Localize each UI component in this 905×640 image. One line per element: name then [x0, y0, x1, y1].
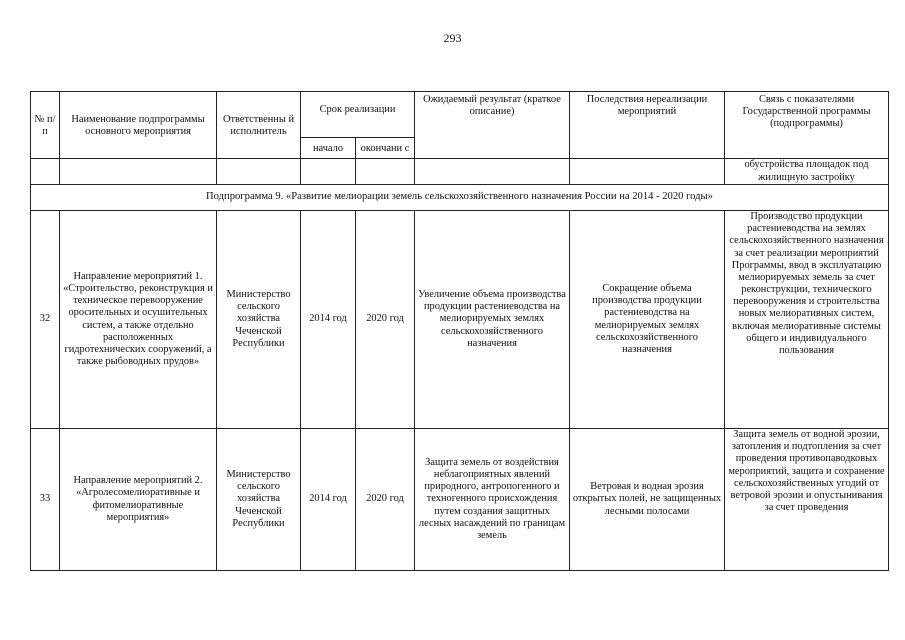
carry-cell-empty: [570, 159, 725, 185]
col-header-term: Срок реализации: [301, 92, 415, 138]
row-result: Увеличение объема производства продукции растениеводства на мелиорируемых землях сельскохозяйственного назначения: [415, 211, 570, 429]
carry-cell-link: обустройства площадок под жилищную застройку: [725, 159, 889, 185]
row-responsible: Министерство сельского хозяйства Чеченской Республики: [217, 429, 301, 571]
page-number: 293: [443, 31, 462, 45]
carry-cell-empty: [415, 159, 570, 185]
carry-cell-empty: [301, 159, 356, 185]
row-responsible: Министерство сельского хозяйства Чеченской Республики: [217, 211, 301, 429]
row-link: Производство продукции растениеводства на землях сельскохозяйственного назначения за счет реализации мероприятий Программы, ввод в эксплуатацию мелиорируемых земель за счет реконструкции, технического перевооружения и строительства новых мелиоративных систем, включая мелиоративные системы общего и индивидуального пользования: [725, 211, 889, 429]
section-row: [31, 185, 889, 211]
row-consequences: Сокращение объема производства продукции растениеводства на мелиорируемых землях сельскохозяйственного назначения: [570, 211, 725, 429]
carry-over-row: [31, 159, 889, 185]
col-header-result: Ожидаемый результат (краткое описание): [415, 92, 570, 159]
activities-table: [30, 91, 889, 571]
row-start: 2014 год: [301, 429, 356, 571]
table-row: [31, 429, 889, 571]
col-header-consequences: Последствия нереализации мероприятий: [570, 92, 725, 159]
row-name: Направление мероприятий 2. «Агролесомелиоративные и фитомелиоративные мероприятия»: [60, 429, 217, 571]
row-consequences: Ветровая и водная эрозия открытых полей, не защищенных лесными полосами: [570, 429, 725, 571]
col-header-responsible: Ответственны й исполнитель: [217, 92, 301, 159]
carry-cell-empty: [356, 159, 415, 185]
row-end: 2020 год: [356, 211, 415, 429]
row-end: 2020 год: [356, 429, 415, 571]
header-row: [31, 92, 889, 138]
col-header-link: Связь с показателями Государственной программы (подпрограммы): [725, 92, 889, 159]
row-result: Защита земель от воздействия неблагоприятных явлений природного, антропогенного и техногенного происхождения путем создания защитных лесных насаждений по границам земель: [415, 429, 570, 571]
col-header-name: Наименование подпрограммы основного мероприятия: [60, 92, 217, 159]
section-title: Подпрограмма 9. «Развитие мелиорации земель сельскохозяйственного назначения России на 2014 - 2020 годы»: [31, 185, 889, 211]
carry-cell-empty: [60, 159, 217, 185]
col-header-end: окончани с: [356, 138, 415, 159]
row-link: Защита земель от водной эрозии, затопления и подтопления за счет проведения противопаводковых мероприятий, защита и сохранение сельскохозяйственных угодий от ветровой эрозии и опустынивания за счет проведения: [725, 429, 889, 571]
table-row: [31, 211, 889, 429]
col-header-num: № п/п: [31, 92, 60, 159]
col-header-start: начало: [301, 138, 356, 159]
carry-cell-empty: [31, 159, 60, 185]
row-start: 2014 год: [301, 211, 356, 429]
row-num: 32: [31, 211, 60, 429]
carry-cell-empty: [217, 159, 301, 185]
row-name: Направление мероприятий 1. «Строительство, реконструкция и техническое перевооружение оросительных и осушительных систем, а также отдельно расположенных гидротехнических сооружений, а также рыбоводных прудов»: [60, 211, 217, 429]
row-num: 33: [31, 429, 60, 571]
